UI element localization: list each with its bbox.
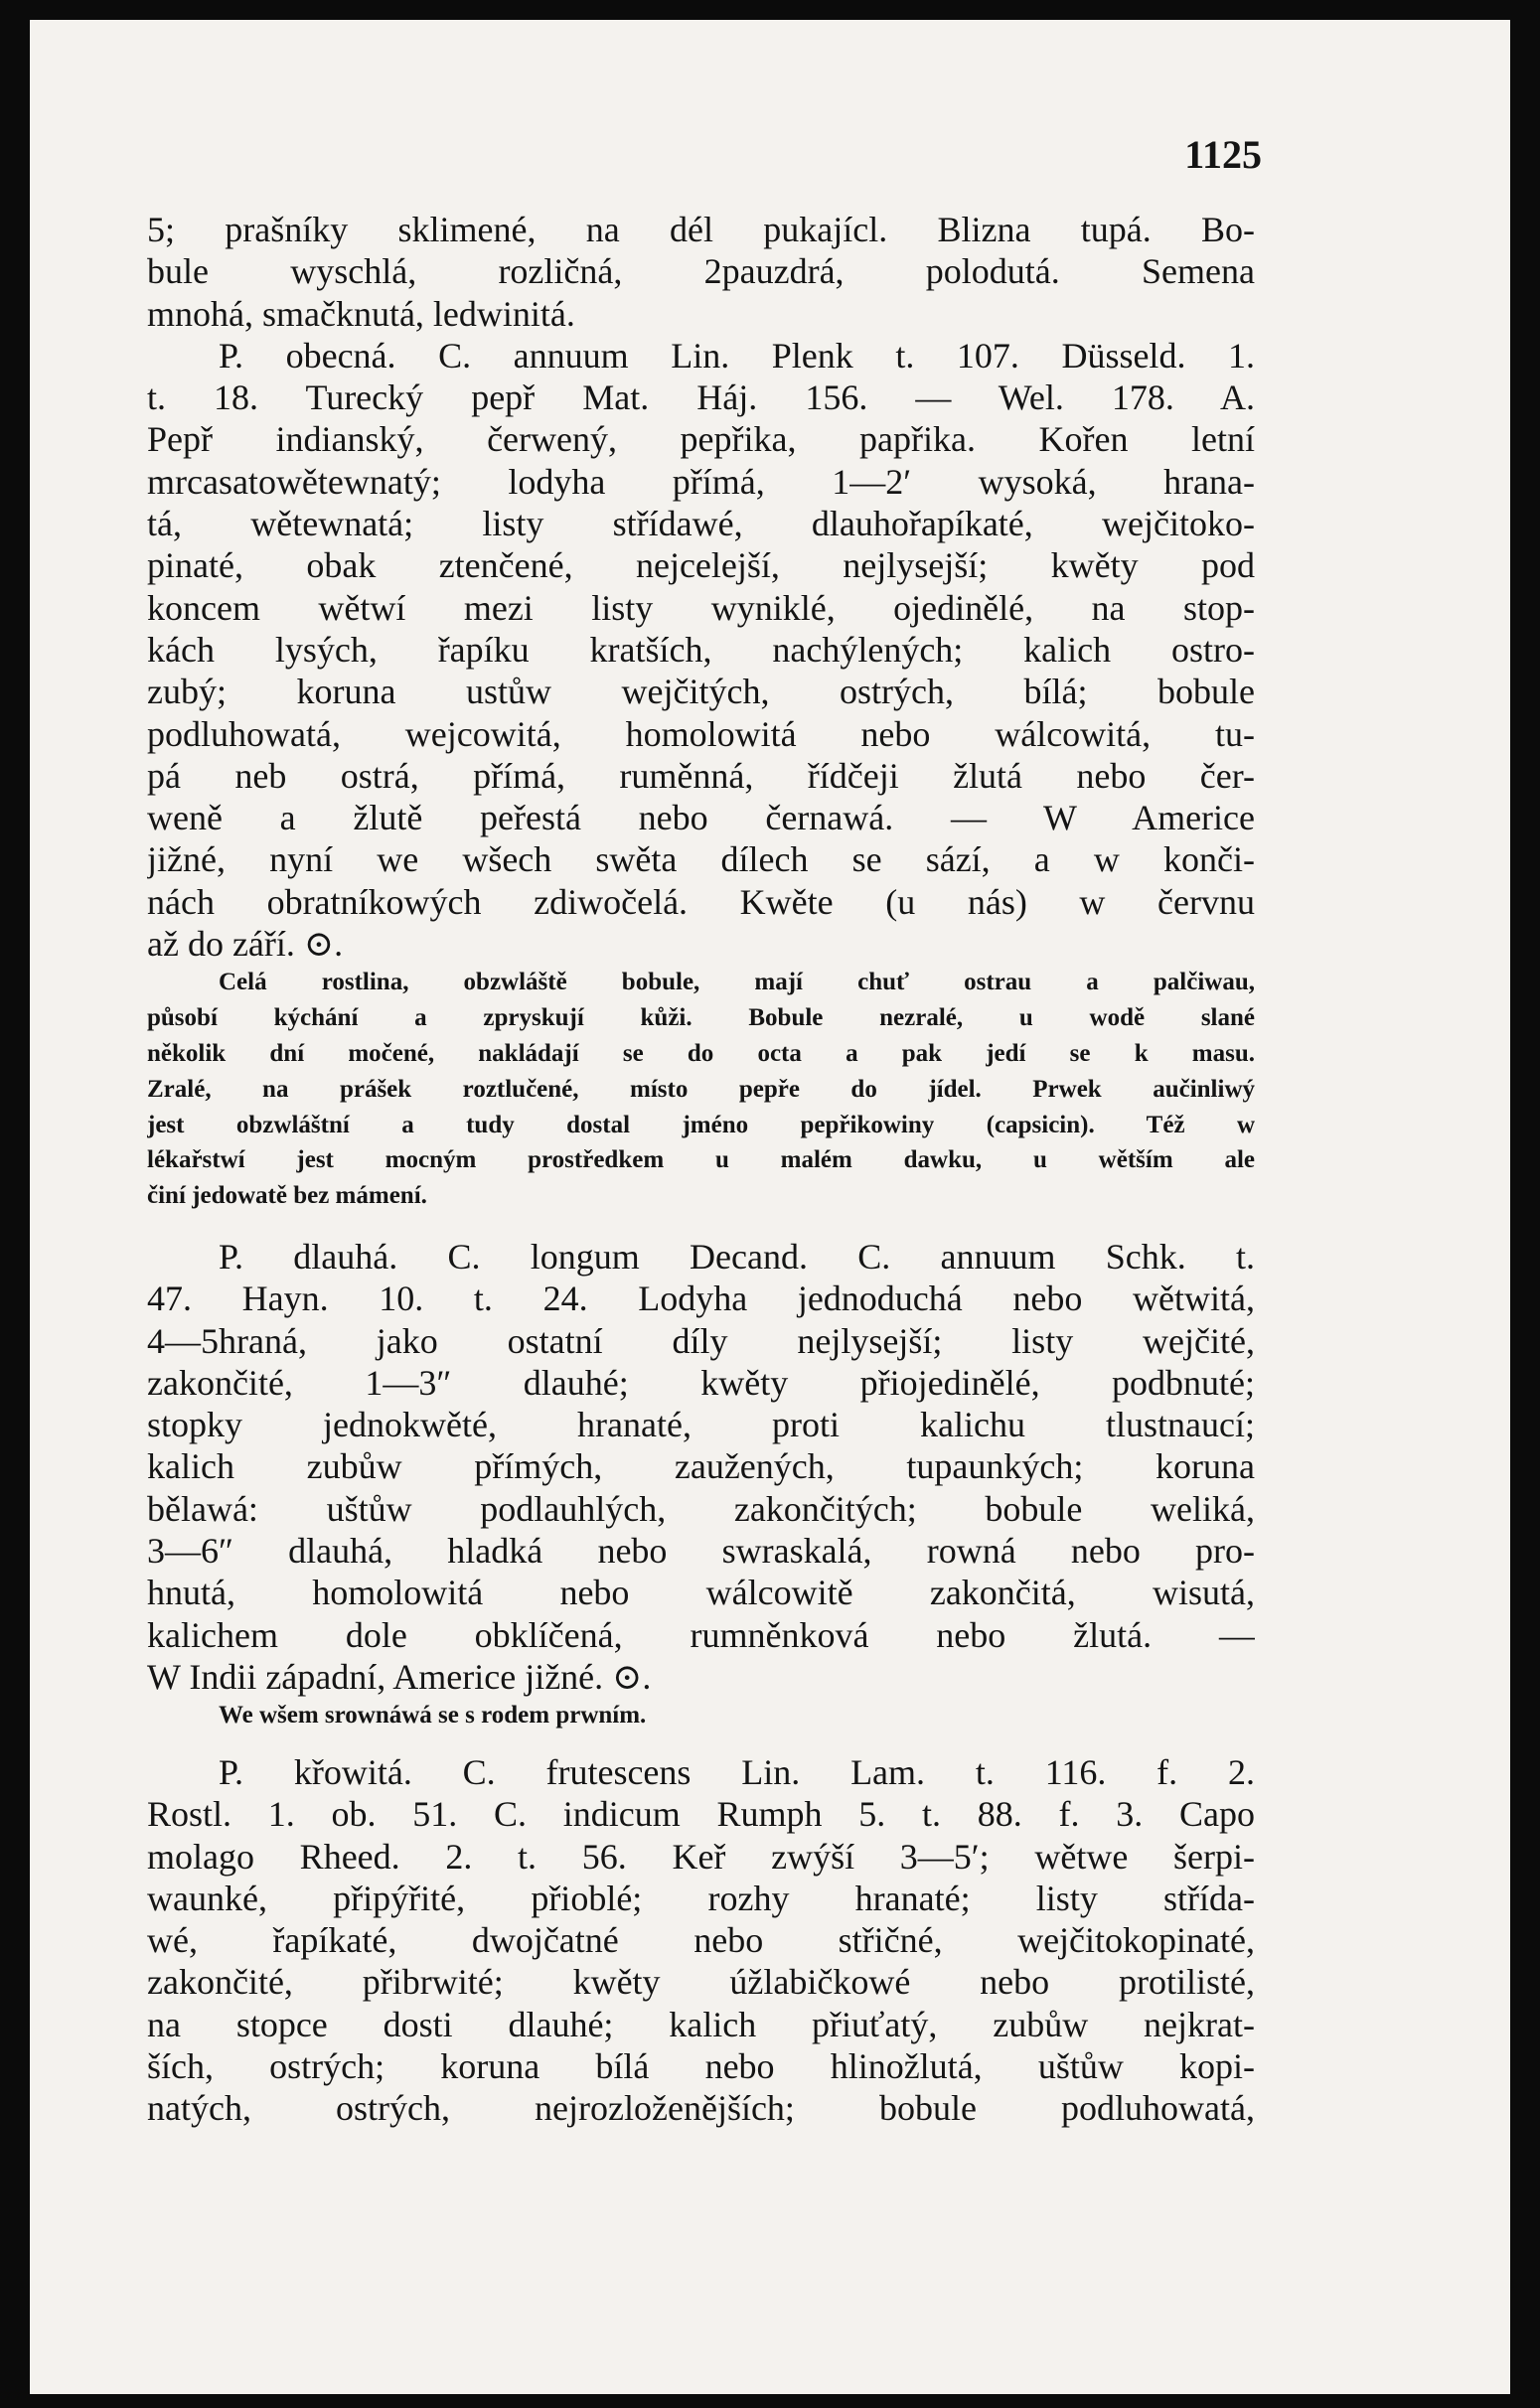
text-line: P. křowitá. C. frutescens Lin. Lam. t. 116. f. 2. bbox=[219, 1751, 1255, 1792]
text-line: kách lysých, řapíku kratších, nachýlených; kalich ostro- bbox=[147, 629, 1255, 670]
text-line: wé, řapíkaté, dwojčatné nebo střičné, wejčitokopinaté, bbox=[147, 1920, 1255, 1961]
text-line: stopky jednokwěté, hranaté, proti kalichu tlustnaucí; bbox=[147, 1405, 1255, 1445]
note-line: působí kýchání a zpryskují kůži. Bobule nezralé, u wodě slané bbox=[147, 1004, 1255, 1032]
text-line: 3—6″ dlauhá, hladká nebo swraskalá, rowná nebo pro- bbox=[147, 1531, 1255, 1571]
text-line: mnohá, smačknutá, ledwinitá. bbox=[147, 293, 575, 334]
text-block bbox=[147, 209, 1255, 2130]
text-line: koncem wětwí mezi listy wyniklé, ojedinělé, na stop- bbox=[147, 587, 1255, 628]
text-line: waunké, připýřité, přioblé; rozhy hranaté; listy střída- bbox=[147, 1878, 1255, 1918]
text-line: bělawá: uštůw podlauhlých, zakončitých; bobule weliká, bbox=[147, 1488, 1255, 1529]
note-line: Celá rostlina, obzwláště bobule, mají chuť ostrau a palčiwau, bbox=[219, 969, 1255, 996]
note-line: Zralé, na prášek roztlučené, místo pepře do jídel. Prwek aučinliwý bbox=[147, 1075, 1255, 1103]
text-line: kalich zubůw přímých, zaužených, tupaunkých; koruna bbox=[147, 1446, 1255, 1487]
book-page bbox=[30, 20, 1510, 2394]
text-line: až do září. ⊙. bbox=[147, 924, 344, 965]
text-line: pinaté, obak ztenčené, nejcelejší, nejlysejší; kwěty pod bbox=[147, 545, 1255, 586]
note-line: lékařstwí jest mocným prostředkem u malém dawku, u wětším ale bbox=[147, 1146, 1255, 1174]
paragraph-gap bbox=[147, 1214, 1255, 1236]
text-line: Rostl. 1. ob. 51. C. indicum Rumph 5. t. 88. f. 3. Capo bbox=[147, 1794, 1255, 1835]
text-line: zakončité, 1—3″ dlauhé; kwěty přiojedinělé, podbnuté; bbox=[147, 1362, 1255, 1403]
text-line: tá, wětewnatá; listy střídawé, dlauhořapíkaté, wejčitoko- bbox=[147, 504, 1255, 544]
text-line: P. obecná. C. annuum Lin. Plenk t. 107. Düsseld. 1. bbox=[219, 335, 1255, 376]
text-line: zakončité, přibrwité; kwěty úžlabičkowé nebo protilisté, bbox=[147, 1962, 1255, 2003]
text-line: bule wyschlá, rozličná, 2pauzdrá, polodutá. Semena bbox=[147, 251, 1255, 292]
text-line: na stopce dosti dlauhé; kalich přiuťatý, zubůw nejkrat- bbox=[147, 2004, 1255, 2044]
text-line: zubý; koruna ustůw wejčitých, ostrých, bílá; bobule bbox=[147, 672, 1255, 712]
text-line: hnutá, homolowitá nebo wálcowitě zakončitá, wisutá, bbox=[147, 1573, 1255, 1613]
note-line: jest obzwláštní a tudy dostal jméno pepřikowiny (capsicin). Též w bbox=[147, 1111, 1255, 1138]
text-line: jižné, nyní we wšech swěta dílech se sází, a w konči- bbox=[147, 839, 1255, 880]
text-line: natých, ostrých, nejrozloženějších; bobule podluhowatá, bbox=[147, 2088, 1255, 2129]
note-line: We wšem srownáwá se s rodem prwním. bbox=[219, 1702, 647, 1730]
text-line: W Indii západní, Americe jižné. ⊙. bbox=[147, 1656, 652, 1697]
text-line: weně a žlutě peřestá nebo černawá. — W Americe bbox=[147, 798, 1255, 838]
text-line: 4—5hraná, jako ostatní díly nejlysejší; listy wejčité, bbox=[147, 1320, 1255, 1361]
paragraph-gap bbox=[147, 1733, 1255, 1751]
text-line: t. 18. Turecký pepř Mat. Háj. 156. — Wel. 178. A. bbox=[147, 377, 1255, 418]
note-line: činí jedowatě bez mámení. bbox=[147, 1182, 427, 1210]
text-line: P. dlauhá. C. longum Decand. C. annuum Schk. t. bbox=[219, 1236, 1255, 1277]
text-line: nách obratníkowých zdiwočelá. Kwěte (u nás) w červnu bbox=[147, 881, 1255, 922]
text-line: molago Rheed. 2. t. 56. Keř zwýší 3—5′; wětwe šerpi- bbox=[147, 1836, 1255, 1877]
page-number: 1125 bbox=[1184, 132, 1262, 177]
text-line: mrcasatowětewnatý; lodyha přímá, 1—2′ wysoká, hrana- bbox=[147, 461, 1255, 502]
text-line: ších, ostrých; koruna bílá nebo hlinožlutá, uštůw kopi- bbox=[147, 2046, 1255, 2087]
text-line: 47. Hayn. 10. t. 24. Lodyha jednoduchá nebo wětwitá, bbox=[147, 1279, 1255, 1319]
text-line: 5; prašníky sklimené, na dél pukajícl. Blizna tupá. Bo- bbox=[147, 210, 1255, 249]
text-line: kalichem dole obklíčená, rumněnková nebo žlutá. — bbox=[147, 1614, 1255, 1655]
text-line: Pepř indianský, čerwený, pepřika, papřika. Kořen letní bbox=[147, 419, 1255, 460]
text-line: pá neb ostrá, přímá, ruměnná, řídčeji žlutá nebo čer- bbox=[147, 755, 1255, 796]
note-line: několik dní močené, nakládají se do octa a pak jedí se k masu. bbox=[147, 1039, 1255, 1067]
text-line: podluhowatá, wejcowitá, homolowitá nebo wálcowitá, tu- bbox=[147, 713, 1255, 754]
